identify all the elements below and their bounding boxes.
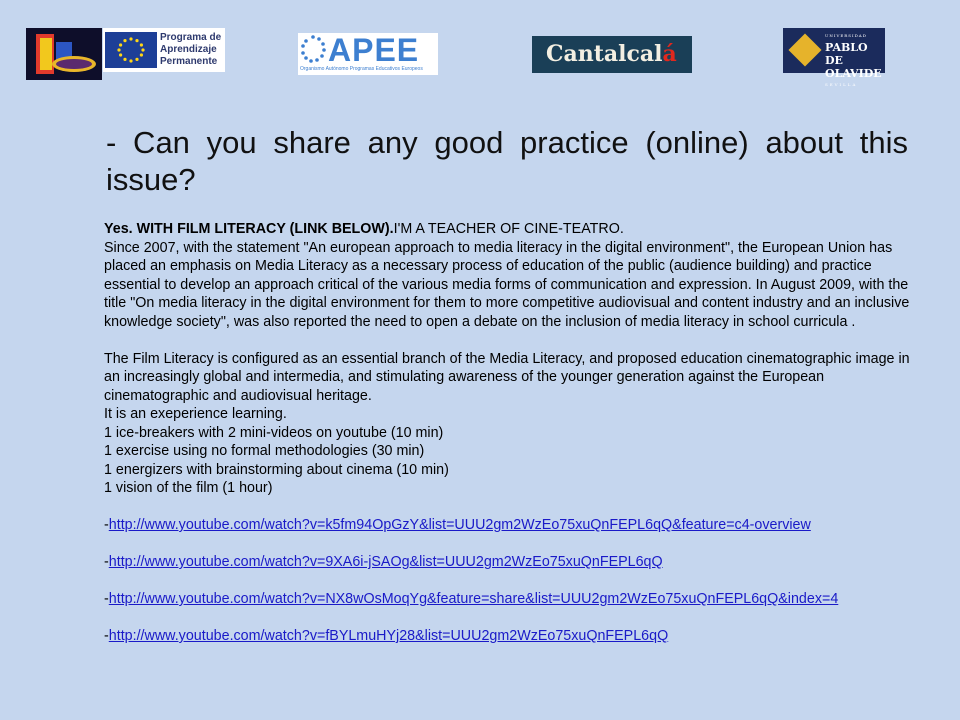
paragraph-media-literacy: Since 2007, with the statement "An european approach to media literacy in the digital environment", the European Union has placed an emphasis on Media Literacy as a necessary process of education of the public (audience building) and practice essential to develop an approach critical of the various media forms of communication and expression. In August 2009, with the title "On media literacy in the digital environment for them to more competitive audiovisual and content industry and an inclusive knowledge society", was also reported the need to open a debate on the inclusion of media literacy in school curricula .	[104, 239, 910, 330]
upo-city: SEVILLA	[825, 82, 858, 87]
experience-line: It is an exeperience learning.	[104, 406, 287, 422]
upo-name1: PABLO DE	[825, 41, 868, 67]
activity-item: 1 energizers with brainstorming about cinema (10 min)	[104, 461, 449, 478]
programa-line2: Aprendizaje	[160, 44, 217, 55]
intro-rest: I'M A TEACHER OF CINE-TEATRO.	[393, 221, 624, 237]
youtube-link-4[interactable]: http://www.youtube.com/watch?v=fBYLmuHYj28&list=UUU2gm2WzEo75xuQnFEPL6qQ	[108, 628, 669, 644]
link-prefix: -	[104, 628, 109, 644]
apee-logo	[298, 33, 438, 75]
activity-item: 1 vision of the film (1 hour)	[104, 480, 273, 496]
link-line-2	[104, 553, 910, 572]
apee-subtitle: Organismo Autónomo Programas Educativos Europeos	[300, 66, 423, 72]
link-prefix: -	[104, 517, 109, 533]
link-line-4	[104, 627, 910, 646]
link-prefix: -	[104, 591, 109, 607]
intro-bold: Yes. WITH FILM LITERACY (LINK BELOW).	[104, 221, 394, 237]
answer-body	[104, 220, 910, 646]
link-line-3	[104, 590, 910, 609]
cantalcala-prefix: Cantalcal	[546, 41, 663, 67]
programa-line1: Programa de	[160, 32, 222, 43]
link-line-1	[104, 516, 910, 535]
cantalcala-logo	[532, 36, 692, 73]
upo-name2: OLAVIDE	[825, 67, 882, 80]
e-de-cine-logo-graphic	[26, 28, 102, 80]
link-prefix: -	[104, 554, 109, 570]
youtube-link-1[interactable]: http://www.youtube.com/watch?v=k5fm94OpGzY&list=UUU2gm2WzEo75xuQnFEPL6qQ&feature=c4-overview	[108, 517, 811, 533]
activity-item: 1 exercise using no formal methodologies (30 min)	[104, 443, 425, 459]
paragraph-film-literacy: The Film Literacy is configured as an essential branch of the Media Literacy, and proposed education cinematographic image in an increasingly global and intermedia, and stimulating awareness of the younger generation against the European cinematographic and audiovisual heritage.	[104, 350, 910, 404]
apee-word: APEE	[328, 32, 420, 68]
cantalcala-accent: á	[662, 41, 677, 67]
upo-emblem-icon	[788, 33, 821, 66]
intro-line	[104, 220, 910, 239]
programa-line3: Permanente	[160, 56, 218, 67]
e-de-cine-logo	[26, 28, 102, 80]
apee-stars-icon	[298, 33, 328, 65]
upo-top: UNIVERSIDAD	[825, 33, 867, 38]
activity-item: 1 ice-breakers with 2 mini-videos on youtube (10 min)	[104, 424, 444, 441]
youtube-link-3[interactable]: http://www.youtube.com/watch?v=NX8wOsMoqYg&feature=share&list=UUU2gm2WzEo75xuQnFEPL6qQ&index=4	[108, 591, 839, 607]
question-heading: - Can you share any good practice (online) about this issue?	[106, 125, 908, 197]
youtube-link-2[interactable]: http://www.youtube.com/watch?v=9XA6i-jSAOg&list=UUU2gm2WzEo75xuQnFEPL6qQ	[108, 554, 663, 570]
universidad-pablo-de-olavide-logo	[783, 28, 885, 87]
eu-flag-icon	[105, 32, 157, 68]
programa-aprendizaje-permanente-logo	[103, 28, 225, 72]
